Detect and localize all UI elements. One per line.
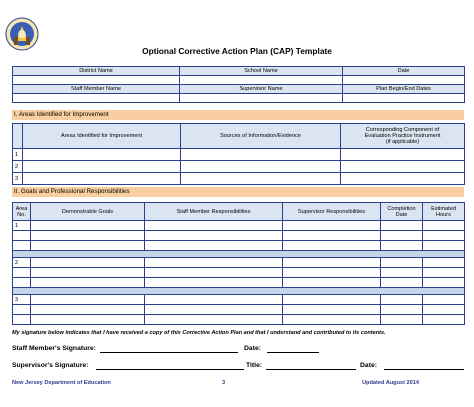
group-separator: [13, 251, 465, 258]
completion-field[interactable]: [381, 258, 423, 268]
school-name-field[interactable]: [180, 76, 343, 85]
completion-date-line2: Date: [395, 211, 408, 218]
staff-signature-label: Staff Member's Signature:: [12, 345, 96, 352]
goal-field[interactable]: [31, 241, 145, 251]
footer-updated: Updated August 2014: [362, 380, 419, 386]
supervisor-name-field[interactable]: [180, 94, 343, 103]
supervisor-field[interactable]: [283, 278, 381, 288]
hours-field[interactable]: [423, 221, 465, 231]
component-header-line2: Evaluation Practice Instrument: [364, 133, 441, 139]
component-field[interactable]: [341, 149, 465, 161]
area-no-header: [13, 203, 31, 221]
goal-area-number: [13, 305, 31, 315]
component-header: [341, 124, 465, 149]
goal-area-number: [13, 231, 31, 241]
goal-field[interactable]: [31, 221, 145, 231]
source-field[interactable]: [181, 173, 341, 185]
areas-table: [12, 123, 465, 185]
hours-field[interactable]: [423, 295, 465, 305]
component-field[interactable]: [341, 161, 465, 173]
supervisor-responsibilities-header: Supervisor Responsibilities: [283, 203, 381, 221]
areas-row-number: 2: [13, 161, 23, 173]
supervisor-date-line[interactable]: [384, 369, 464, 370]
staff-field[interactable]: [145, 231, 283, 241]
sources-header: Sources of Information/Evidence: [181, 124, 341, 149]
page-title: Optional Corrective Action Plan (CAP) Template: [142, 46, 332, 56]
supervisor-field[interactable]: [283, 295, 381, 305]
group-separator: [13, 288, 465, 295]
hours-field[interactable]: [423, 315, 465, 325]
supervisor-name-label: Supervisor Name: [180, 85, 343, 94]
goal-area-number: [13, 241, 31, 251]
area-field[interactable]: [23, 161, 181, 173]
district-name-field[interactable]: [13, 76, 180, 85]
staff-signature-line[interactable]: [100, 352, 238, 353]
title-label: Title:: [246, 362, 263, 369]
hours-field[interactable]: [423, 278, 465, 288]
supervisor-field[interactable]: [283, 268, 381, 278]
goals-table: [12, 202, 465, 325]
hours-field[interactable]: [423, 268, 465, 278]
estimated-hours-line2: Hours: [436, 211, 451, 218]
supervisor-field[interactable]: [283, 305, 381, 315]
component-header-line1: Corresponding Component of: [365, 127, 440, 133]
completion-field[interactable]: [381, 231, 423, 241]
staff-field[interactable]: [145, 278, 283, 288]
date-field[interactable]: [343, 76, 465, 85]
goal-field[interactable]: [31, 268, 145, 278]
goal-area-number: [13, 278, 31, 288]
area-field[interactable]: [23, 173, 181, 185]
district-name-label: District Name: [13, 67, 180, 76]
completion-field[interactable]: [381, 315, 423, 325]
areas-header: Areas Identified for Improvement: [23, 124, 181, 149]
hours-field[interactable]: [423, 241, 465, 251]
completion-field[interactable]: [381, 221, 423, 231]
staff-field[interactable]: [145, 315, 283, 325]
footer-page-number: 3: [222, 380, 226, 386]
completion-date-line1: Completion: [387, 205, 416, 212]
goal-area-number: 3: [13, 295, 31, 305]
goal-area-number: 1: [13, 221, 31, 231]
staff-date-label: Date:: [244, 345, 261, 352]
staff-field[interactable]: [145, 241, 283, 251]
completion-field[interactable]: [381, 241, 423, 251]
plan-dates-field[interactable]: [343, 94, 465, 103]
supervisor-signature-line[interactable]: [96, 369, 244, 370]
goal-field[interactable]: [31, 231, 145, 241]
hours-field[interactable]: [423, 231, 465, 241]
area-no-header-line1: Area: [15, 205, 28, 212]
staff-member-name-field[interactable]: [13, 94, 180, 103]
component-field[interactable]: [341, 173, 465, 185]
staff-field[interactable]: [145, 221, 283, 231]
plan-dates-label: Plan Begin/End Dates: [343, 85, 465, 94]
areas-num-header: [13, 124, 23, 149]
title-line[interactable]: [266, 369, 356, 370]
completion-field[interactable]: [381, 305, 423, 315]
school-name-label: School Name: [180, 67, 343, 76]
goal-area-number: [13, 268, 31, 278]
goal-field[interactable]: [31, 305, 145, 315]
estimated-hours-header: [423, 203, 465, 221]
supervisor-date-label: Date:: [360, 362, 377, 369]
goal-area-number: [13, 315, 31, 325]
goal-field[interactable]: [31, 278, 145, 288]
goal-area-number: 2: [13, 258, 31, 268]
supervisor-field[interactable]: [283, 241, 381, 251]
supervisor-field[interactable]: [283, 258, 381, 268]
signature-statement: My signature below indicates that I have received a copy of this Corrective Action Plan and that I understand and contributed to its contents.: [12, 330, 386, 336]
area-no-header-line2: No.: [17, 211, 26, 218]
supervisor-field[interactable]: [283, 231, 381, 241]
completion-field[interactable]: [381, 278, 423, 288]
goals-header: Demonstrable Goals: [31, 203, 145, 221]
staff-field[interactable]: [145, 305, 283, 315]
completion-date-header: [381, 203, 423, 221]
source-field[interactable]: [181, 161, 341, 173]
completion-field[interactable]: [381, 268, 423, 278]
footer-department: New Jersey Department of Education: [12, 380, 111, 386]
goal-field[interactable]: [31, 315, 145, 325]
staff-field[interactable]: [145, 258, 283, 268]
supervisor-signature-label: Supervisor's Signature:: [12, 362, 89, 369]
info-table: [12, 66, 465, 103]
goal-field[interactable]: [31, 258, 145, 268]
areas-row-number: 1: [13, 149, 23, 161]
staff-responsibilities-header: Staff Member Responsibilities: [145, 203, 283, 221]
supervisor-field[interactable]: [283, 315, 381, 325]
completion-field[interactable]: [381, 295, 423, 305]
source-field[interactable]: [181, 149, 341, 161]
staff-field[interactable]: [145, 295, 283, 305]
date-label: Date: [343, 67, 465, 76]
section-areas-heading: I. Areas Identified for Improvement: [12, 110, 464, 120]
goal-field[interactable]: [31, 295, 145, 305]
areas-row-number: 3: [13, 173, 23, 185]
section-goals-heading: II. Goals and Professional Responsibilities: [12, 187, 464, 197]
component-header-line3: (if applicable): [385, 139, 420, 145]
hours-field[interactable]: [423, 258, 465, 268]
hours-field[interactable]: [423, 305, 465, 315]
staff-member-name-label: Staff Member Name: [13, 85, 180, 94]
supervisor-field[interactable]: [283, 221, 381, 231]
staff-date-line[interactable]: [267, 352, 319, 353]
staff-field[interactable]: [145, 268, 283, 278]
area-field[interactable]: [23, 149, 181, 161]
estimated-hours-line1: Estimated: [431, 205, 456, 212]
